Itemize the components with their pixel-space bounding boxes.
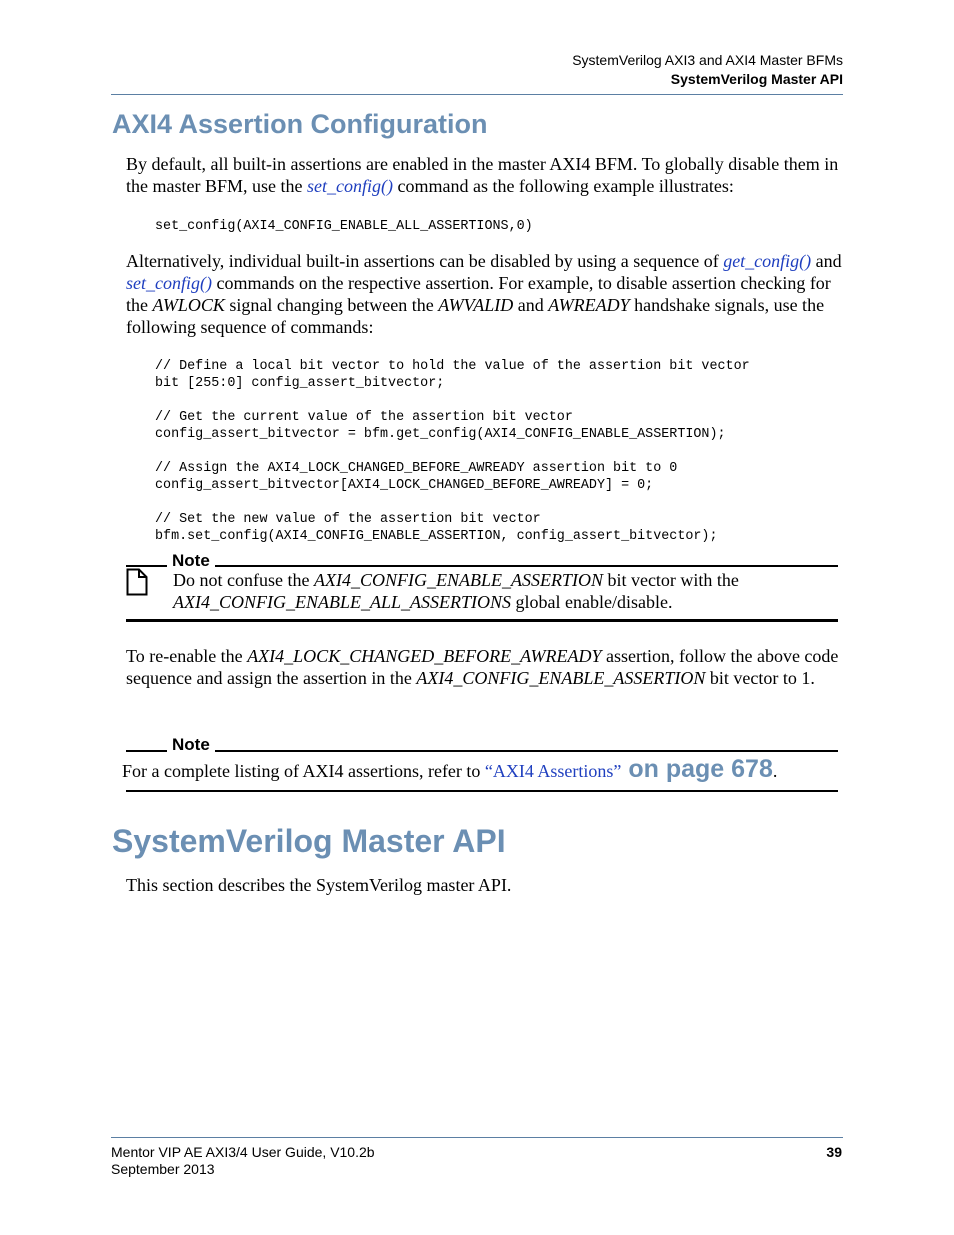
note-text-assertion-confusion xyxy=(173,569,833,613)
note-page-icon xyxy=(126,568,148,596)
note-text: global enable/disable. xyxy=(511,592,673,612)
paragraph-default-assertions xyxy=(126,153,846,197)
paragraph-text: bit vector to 1. xyxy=(705,668,815,688)
code-example-global-disable: set_config(AXI4_CONFIG_ENABLE_ALL_ASSERTIONS,0) xyxy=(155,219,533,234)
note-text: bit vector with the xyxy=(602,570,739,590)
signal-name: AWVALID xyxy=(438,295,514,315)
axi4-assertions-link[interactable]: “AXI4 Assertions” xyxy=(484,761,622,781)
page-number: 39 xyxy=(826,1144,842,1160)
note-top-rule xyxy=(126,750,838,752)
footer-document-title: Mentor VIP AE AXI3/4 User Guide, V10.2b xyxy=(111,1144,375,1160)
section-heading-axi4-assertion-configuration: AXI4 Assertion Configuration xyxy=(112,109,488,139)
note-text-assertions-listing xyxy=(122,756,838,784)
paragraph-text: and xyxy=(811,251,842,271)
note-bottom-rule xyxy=(126,619,838,622)
note-top-rule xyxy=(126,565,838,567)
paragraph-text: command as the following example illustrates: xyxy=(392,176,734,196)
signal-name: AWREADY xyxy=(548,295,630,315)
paragraph-text: signal changing between the xyxy=(224,295,439,315)
set-config-link[interactable]: set_config() xyxy=(306,176,393,196)
note-text: For a complete listing of AXI4 assertions, refer to xyxy=(122,761,485,781)
paragraph-individual-assertions xyxy=(126,250,846,338)
paragraph-text: and xyxy=(513,295,549,315)
paragraph-text: assertion, follow the above code sequence and assign the assertion in the xyxy=(126,646,839,688)
config-name: AXI4_CONFIG_ENABLE_ASSERTION xyxy=(313,570,603,590)
note-label: Note xyxy=(167,551,215,571)
assertion-name: AXI4_LOCK_CHANGED_BEFORE_AWREADY xyxy=(247,646,602,666)
note-text: . xyxy=(772,761,778,781)
paragraph-text: handshake signals, use the following sequence of commands: xyxy=(126,295,825,337)
footer-date: September 2013 xyxy=(111,1161,215,1177)
running-header-title: SystemVerilog AXI3 and AXI4 Master BFMs xyxy=(572,52,843,68)
note-bottom-rule xyxy=(126,790,838,792)
signal-name: AWLOCK xyxy=(152,295,225,315)
header-rule xyxy=(111,94,843,95)
paragraph-text: By default, all built-in assertions are enabled in the master AXI4 BFM. To globally disable them in the master BFM, use the xyxy=(126,154,839,196)
get-config-link[interactable]: get_config() xyxy=(723,251,812,271)
note-text: Do not confuse the xyxy=(173,570,314,590)
paragraph-text: To re-enable the xyxy=(126,646,248,666)
code-example-individual-disable: // Define a local bit vector to hold the value of the assertion bit vector bit [255:0] config_assert_bitvector; // Get the current value of the assertion bit vector config_assert_bitvector = bfm.get_config(AXI4_CONFIG_ENABLE_ASSERTION); // Assign the AXI4_LOCK_CHANGED_BEFORE_AWREADY assertion bit to 0 config_assert_bitvector[AXI4_LOCK_CHANGED_BEFORE_AWREADY] = 0; // Set the new value of the assertion bit vector bfm.set_config(AXI4_CONFIG_ENABLE_ASSERTION, config_assert_bitvector); xyxy=(155,359,750,544)
config-name: AXI4_CONFIG_ENABLE_ALL_ASSERTIONS xyxy=(173,592,511,612)
config-name: AXI4_CONFIG_ENABLE_ASSERTION xyxy=(416,668,706,688)
paragraph-section-description: This section describes the SystemVerilog master API. xyxy=(126,875,512,895)
note-label: Note xyxy=(167,735,215,755)
set-config-link[interactable]: set_config() xyxy=(126,273,212,293)
paragraph-re-enable xyxy=(126,645,842,689)
paragraph-text: commands on the respective assertion. For example, to disable assertion checking for the xyxy=(126,273,831,315)
page-reference-link[interactable]: on page 678 xyxy=(621,755,773,783)
running-header-section: SystemVerilog Master API xyxy=(670,71,843,87)
paragraph-text: Alternatively, individual built-in assertions can be disabled by using a sequence of xyxy=(126,251,724,271)
footer-rule xyxy=(111,1137,843,1138)
section-heading-systemverilog-master-api: SystemVerilog Master API xyxy=(112,823,506,859)
